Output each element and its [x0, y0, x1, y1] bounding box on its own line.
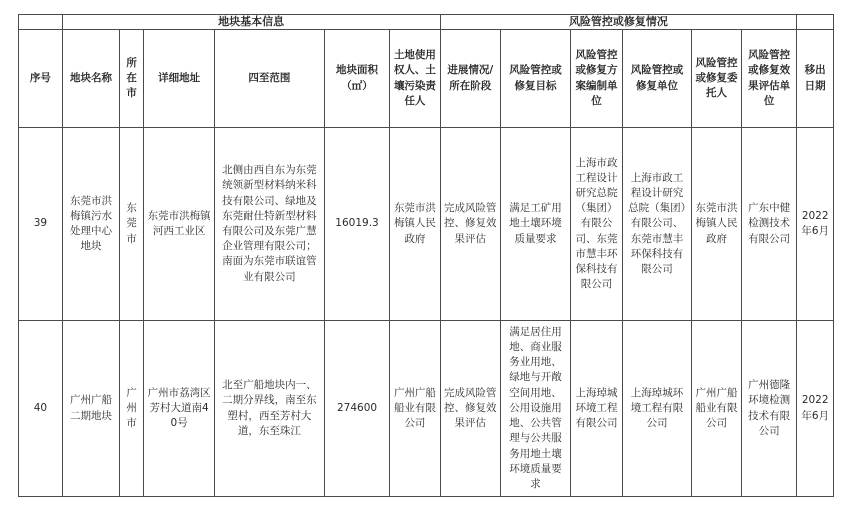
cell-city: 东莞市 [120, 128, 144, 321]
cell-responsible: 东莞市洪梅镇人民政府 [390, 128, 440, 321]
blank-group-cell [19, 15, 63, 30]
cell-removal-date: 2022年6月 [797, 128, 834, 321]
cell-seq: 39 [19, 128, 63, 321]
cell-area: 274600 [324, 321, 390, 497]
group-header-row [19, 15, 834, 30]
header-plan-unit: 风险管控或修复方案编制单位 [570, 30, 622, 128]
cell-eval-unit: 广州德隆环境检测技术有限公司 [742, 321, 797, 497]
group-risk-control: 风险管控或修复情况 [440, 15, 797, 30]
blank-group-cell [797, 15, 834, 30]
cell-address: 广州市荔湾区芳村大道南40号 [144, 321, 215, 497]
cell-plan-unit: 上海琸城环境工程有限公司 [570, 321, 622, 497]
cell-bounds: 北侧由西自东为东莞统领新型材料纳米科技有限公司、绿地及东莞耐仕特新型材料有限公司及东莞广慧企业管理有限公司；南面为东莞市联谊管业有限公司 [215, 128, 325, 321]
header-city: 所在市 [120, 30, 144, 128]
cell-name: 东莞市洪梅镇污水处理中心地块 [62, 128, 119, 321]
table-row [19, 128, 834, 321]
cell-responsible: 广州广船船业有限公司 [390, 321, 440, 497]
cell-repair-unit: 上海市政工程设计研究总院（集团）有限公司、东莞市慧丰环保科技有限公司 [623, 128, 692, 321]
cell-address: 东莞市洪梅镇河西工业区 [144, 128, 215, 321]
header-seq: 序号 [19, 30, 63, 128]
header-bounds: 四至范围 [215, 30, 325, 128]
group-basic-info: 地块基本信息 [62, 15, 440, 30]
header-eval-unit: 风险管控或修复效果评估单位 [742, 30, 797, 128]
cell-progress: 完成风险管控、修复效果评估 [440, 321, 501, 497]
cell-seq: 40 [19, 321, 63, 497]
header-target: 风险管控或修复目标 [501, 30, 571, 128]
header-area: 地块面积（㎡） [324, 30, 390, 128]
cell-repair-unit: 上海琸城环境工程有限公司 [623, 321, 692, 497]
header-removal-date: 移出日期 [797, 30, 834, 128]
header-address: 详细地址 [144, 30, 215, 128]
cell-area: 16019.3 [324, 128, 390, 321]
cell-removal-date: 2022年6月 [797, 321, 834, 497]
cell-name: 广州广船二期地块 [62, 321, 119, 497]
cell-target: 满足工矿用地土壤环境质量要求 [501, 128, 571, 321]
cell-eval-unit: 广东中健检测技术有限公司 [742, 128, 797, 321]
header-name: 地块名称 [62, 30, 119, 128]
cell-commissioner: 东莞市洪梅镇人民政府 [691, 128, 741, 321]
cell-progress: 完成风险管控、修复效果评估 [440, 128, 501, 321]
column-header-row [19, 30, 834, 128]
header-responsible: 土地使用权人、土壤污染责任人 [390, 30, 440, 128]
cell-city: 广州市 [120, 321, 144, 497]
cell-target: 满足居住用地、商业服务业用地、绿地与开敞空间用地、公用设施用地、公共管理与公共服务用地土壤环境质量要求 [501, 321, 571, 497]
cell-plan-unit: 上海市政工程设计研究总院（集团）有限公司、东莞市慧丰环保科技有限公司 [570, 128, 622, 321]
table-row [19, 321, 834, 497]
header-commissioner: 风险管控或修复委托人 [691, 30, 741, 128]
cell-commissioner: 广州广船船业有限公司 [691, 321, 741, 497]
header-progress: 进展情况/所在阶段 [440, 30, 501, 128]
site-removal-table [18, 14, 834, 497]
cell-bounds: 北至广船地块内一、二期分界线，南至东塑村，西至芳村大道，东至珠江 [215, 321, 325, 497]
header-repair-unit: 风险管控或修复单位 [623, 30, 692, 128]
